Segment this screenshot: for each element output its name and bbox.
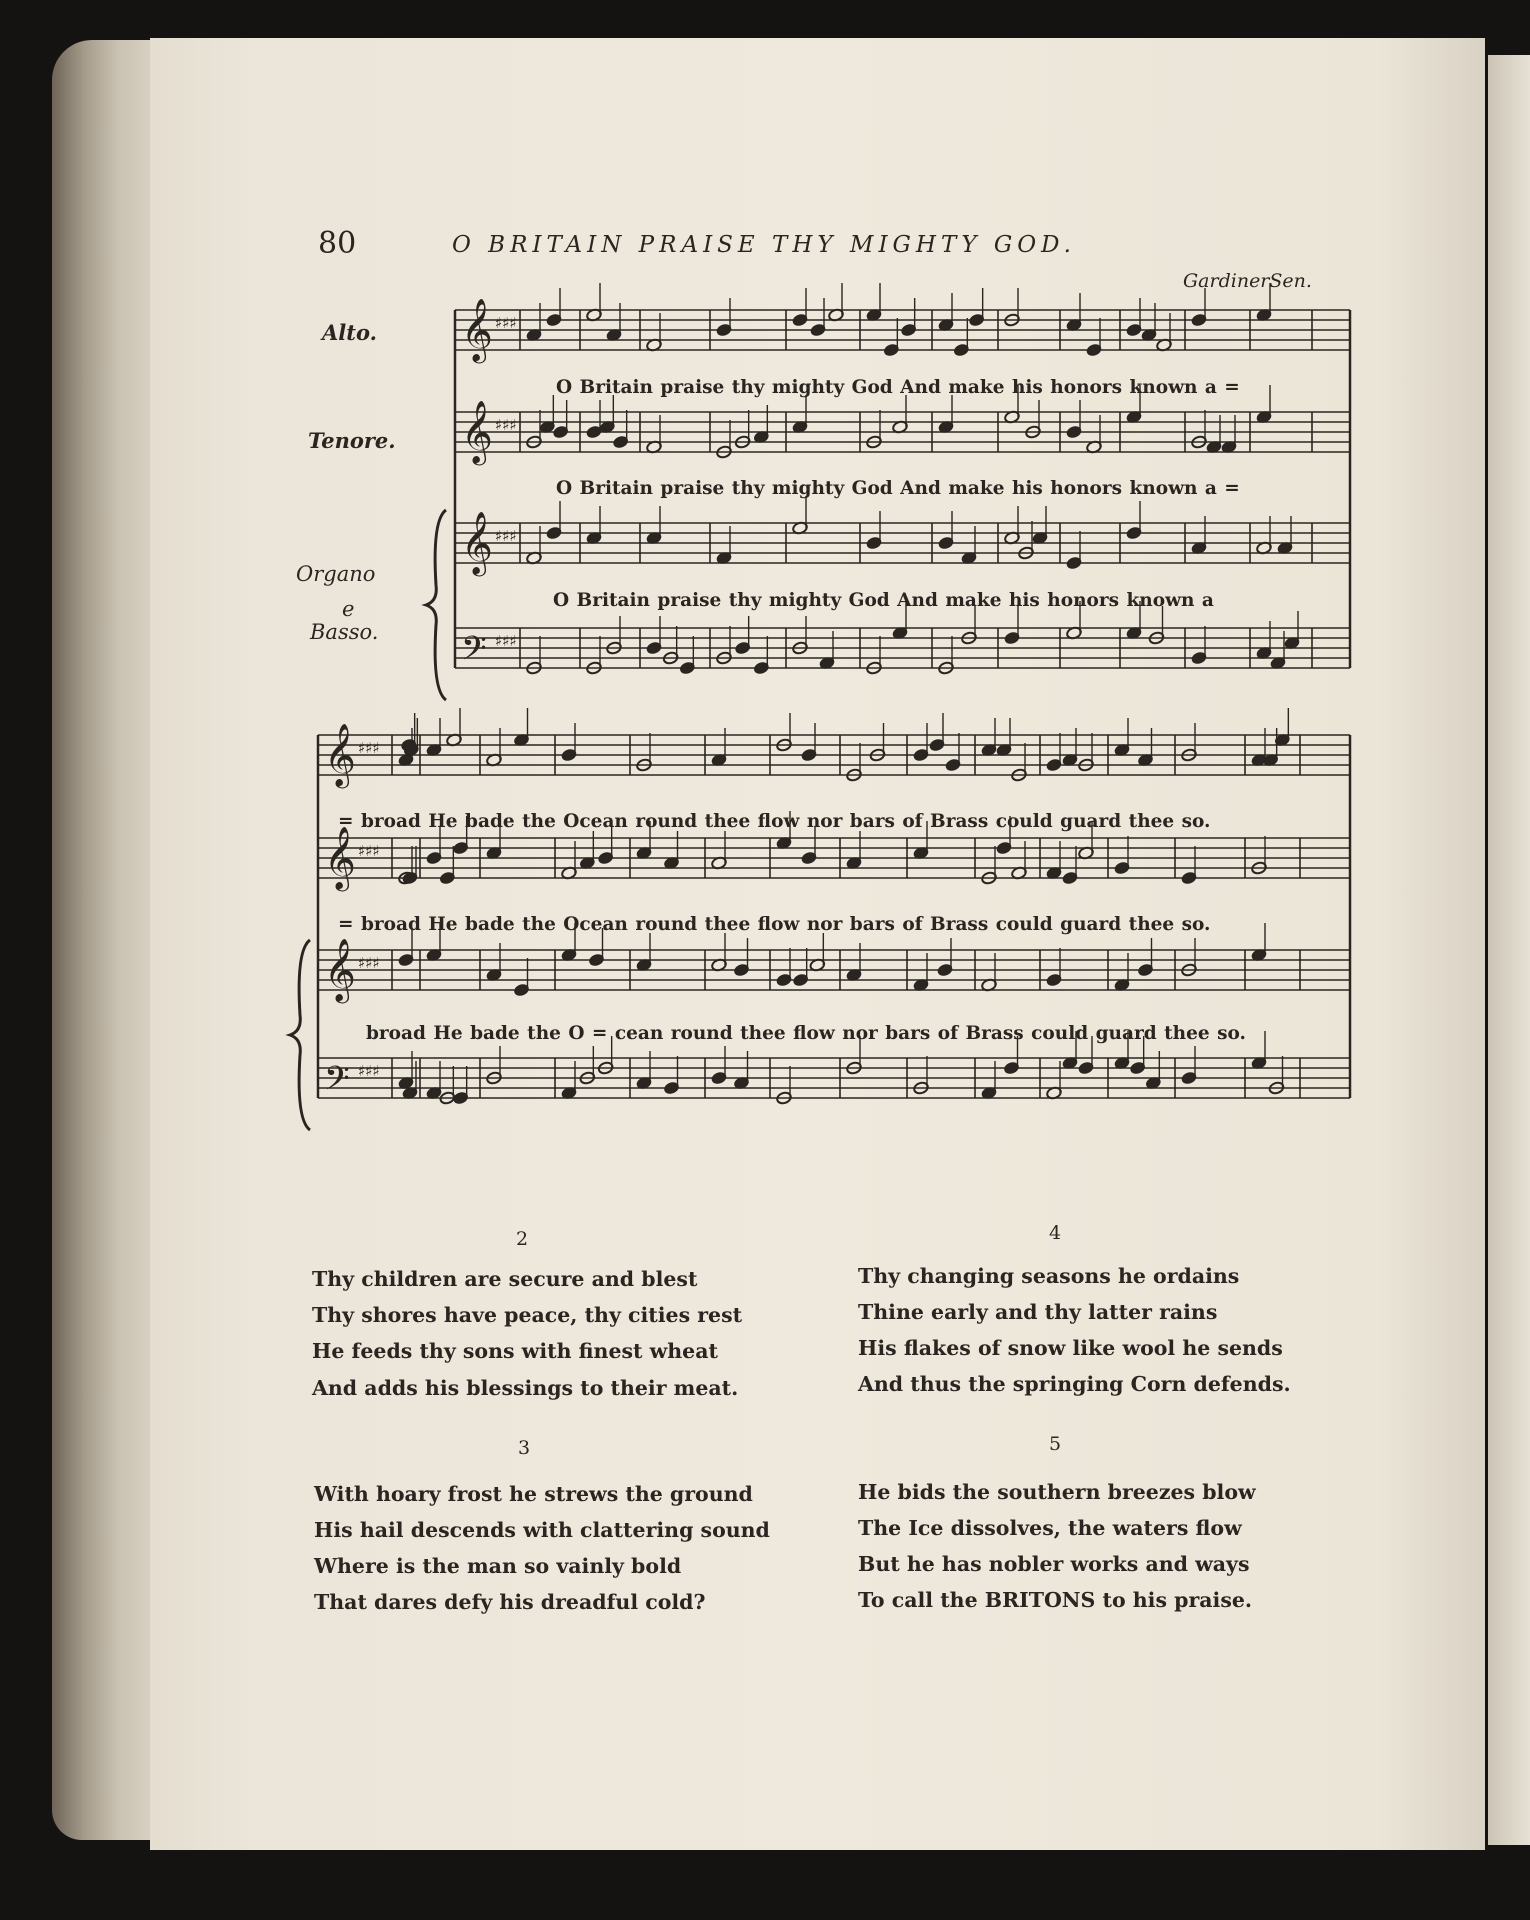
alto-label: Alto. [322, 320, 377, 345]
clef-symbol: 𝄞 [324, 826, 356, 889]
verse-line: Thy changing seasons he ordains [858, 1264, 1240, 1288]
brace [290, 940, 310, 1130]
verse-number: 3 [518, 1437, 531, 1459]
verse-line: The Ice dissolves, the waters flow [858, 1516, 1242, 1540]
organ-label-conjunction: e [342, 597, 355, 621]
clef-symbol: ♯♯♯ [495, 527, 517, 545]
clef-symbol: 𝄞 [461, 298, 493, 361]
clef-symbol: ♯♯♯ [495, 416, 517, 434]
clef-symbol: 𝄞 [324, 723, 356, 786]
verse-line: Thy shores have peace, thy cities rest [312, 1303, 743, 1327]
verse-line: That dares defy his dreadful cold? [314, 1590, 706, 1614]
verse-line: To call the BRITONS to his praise. [858, 1588, 1253, 1612]
lyric-organ-line2: broad He bade the O = cean round thee flow nor bars of Brass could guard thee so. [366, 1023, 1246, 1044]
verse-line: His hail descends with clattering sound [314, 1518, 770, 1542]
clef-symbol: 𝄞 [324, 938, 356, 1001]
basso-label: Basso. [310, 620, 379, 644]
clef-symbol: ♯♯♯ [495, 632, 517, 650]
verse-line: With hoary frost he strews the ground [314, 1482, 753, 1506]
clef-symbol: ♯♯♯ [495, 314, 517, 332]
clef-symbol: ♯♯♯ [358, 739, 380, 757]
verse-line: And adds his blessings to their meat. [312, 1376, 739, 1400]
clef-symbol: 𝄢 [324, 1060, 350, 1106]
tenor-label: Tenore. [308, 428, 396, 453]
clef-symbol: ♯♯♯ [358, 954, 380, 972]
verse-number: 4 [1049, 1222, 1062, 1244]
lyric-tenor-line2: = broad He bade the Ocean round thee flow nor bars of Brass could guard thee so. [338, 914, 1211, 935]
composer-credit: GardinerSen. [1183, 270, 1312, 292]
verse-line: His flakes of snow like wool he sends [858, 1336, 1283, 1360]
verse-line: And thus the springing Corn defends. [858, 1372, 1291, 1396]
lyric-alto-line1: O Britain praise thy mighty God And make his honors known a = [556, 377, 1240, 398]
lyric-alto-line2: = broad He bade the Ocean round thee flow nor bars of Brass could guard thee so. [338, 811, 1211, 832]
verse-number: 5 [1049, 1433, 1062, 1455]
verse-line: Where is the man so vainly bold [314, 1554, 682, 1578]
clef-symbol: ♯♯♯ [358, 1062, 380, 1080]
song-title: O BRITAIN PRAISE THY MIGHTY GOD. [452, 232, 1076, 258]
verse-line: Thy children are secure and blest [312, 1267, 698, 1291]
verse-number: 2 [516, 1228, 529, 1250]
organ-label: Organo [296, 562, 376, 586]
lyric-organ-line1: O Britain praise thy mighty God And make his honors known a [553, 590, 1214, 611]
clef-symbol: 𝄢 [461, 630, 487, 676]
verse-line: Thine early and thy latter rains [858, 1300, 1218, 1324]
page-number: 80 [318, 226, 357, 261]
clef-symbol: 𝄞 [461, 400, 493, 463]
clef-symbol: ♯♯♯ [358, 842, 380, 860]
verse-line: He bids the southern breezes blow [858, 1480, 1256, 1504]
verse-line: But he has nobler works and ways [858, 1552, 1250, 1576]
brace [426, 510, 446, 700]
clef-symbol: 𝄞 [461, 511, 493, 574]
verse-line: He feeds thy sons with finest wheat [312, 1339, 718, 1363]
lyric-tenor-line1: O Britain praise thy mighty God And make his honors known a = [556, 478, 1240, 499]
